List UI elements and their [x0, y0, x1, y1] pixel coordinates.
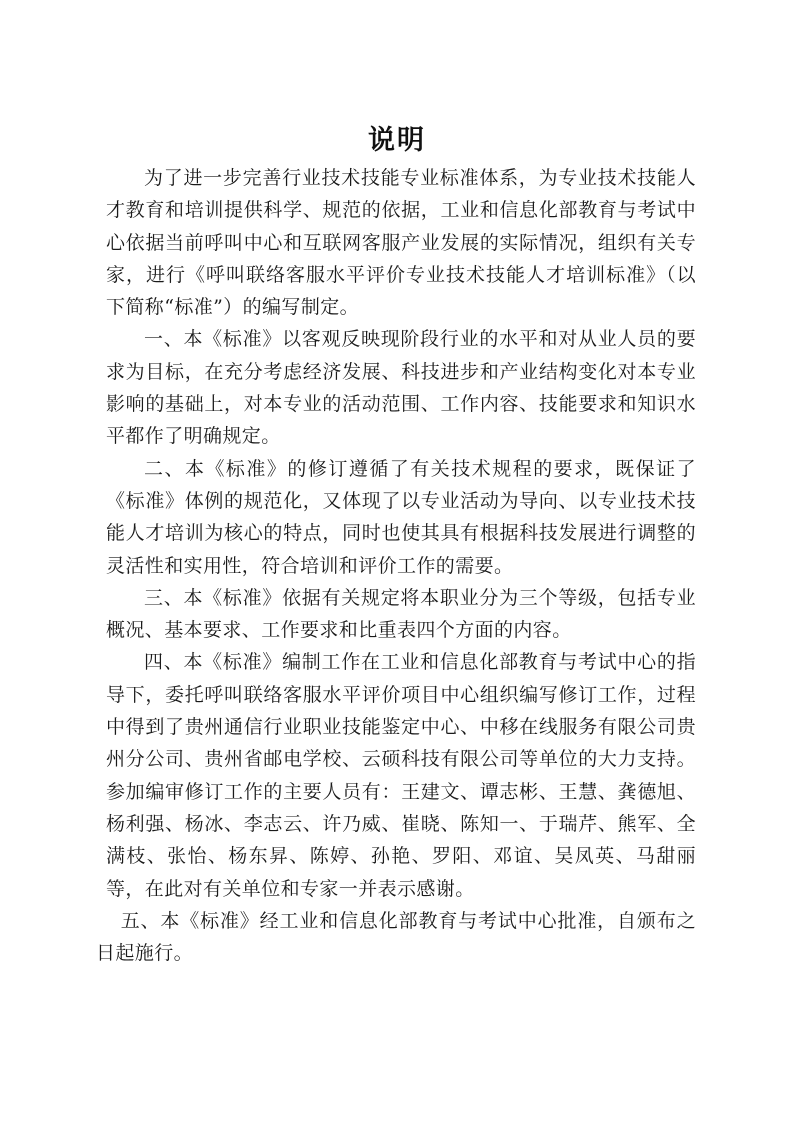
paragraph-item-1: 一、本《标准》以客观反映现阶段行业的水平和对从业人员的要求为目标，在充分考虑经济发展、科技进步和产业结构变化对本专业影响的基础上，对本专业的活动范围、工作内容、技能要求和知识水平都作了明确规定。 — [106, 328, 696, 448]
page-title: 说明 — [368, 125, 426, 156]
paragraph-item-5: 五、本《标准》经工业和信息化部教育与考试中心批准，自颁布之日起施行。 — [96, 909, 696, 965]
paragraph-item-4: 四、本《标准》编制工作在工业和信息化部教育与考试中心的指导下，委托呼叫联络客服水平评价项目中心组织编写修订工作，过程中得到了贵州通信行业职业技能鉴定中心、中移在线服务有限公司贵州分公司、贵州省邮电学校、云硕科技有限公司等单位的大力支持。参加编审修订工作的主要人员有：王建文、谭志彬、王慧、龚德旭、杨利强、杨冰、李志云、许乃威、崔晓、陈知一、于瑞芹、熊军、全满枝、张怡、杨东昇、陈婷、孙艳、罗阳、邓谊、吴凤英、马甜丽等，在此对有关单位和专家一并表示感谢。 — [106, 651, 696, 900]
document-body — [96, 162, 696, 969]
paragraph-intro: 为了进一步完善行业技术技能专业标准体系，为专业技术技能人才教育和培训提供科学、规范的依据，工业和信息化部教育与考试中心依据当前呼叫中心和互联网客服产业发展的实际情况，组织有关专家，进行《呼叫联络客服水平评价专业技术技能人才培训标准》（以下简称“标准”）的编写制定。 — [106, 167, 696, 319]
paragraph-item-2: 二、本《标准》的修订遵循了有关技术规程的要求，既保证了《标准》体例的规范化，又体现了以专业活动为导向、以专业技术技能人才培训为核心的特点，同时也使其具有根据科技发展进行调整的灵活性和实用性，符合培训和评价工作的需要。 — [106, 457, 696, 577]
paragraph-item-3: 三、本《标准》依据有关规定将本职业分为三个等级，包括专业概况、基本要求、工作要求和比重表四个方面的内容。 — [106, 586, 696, 642]
